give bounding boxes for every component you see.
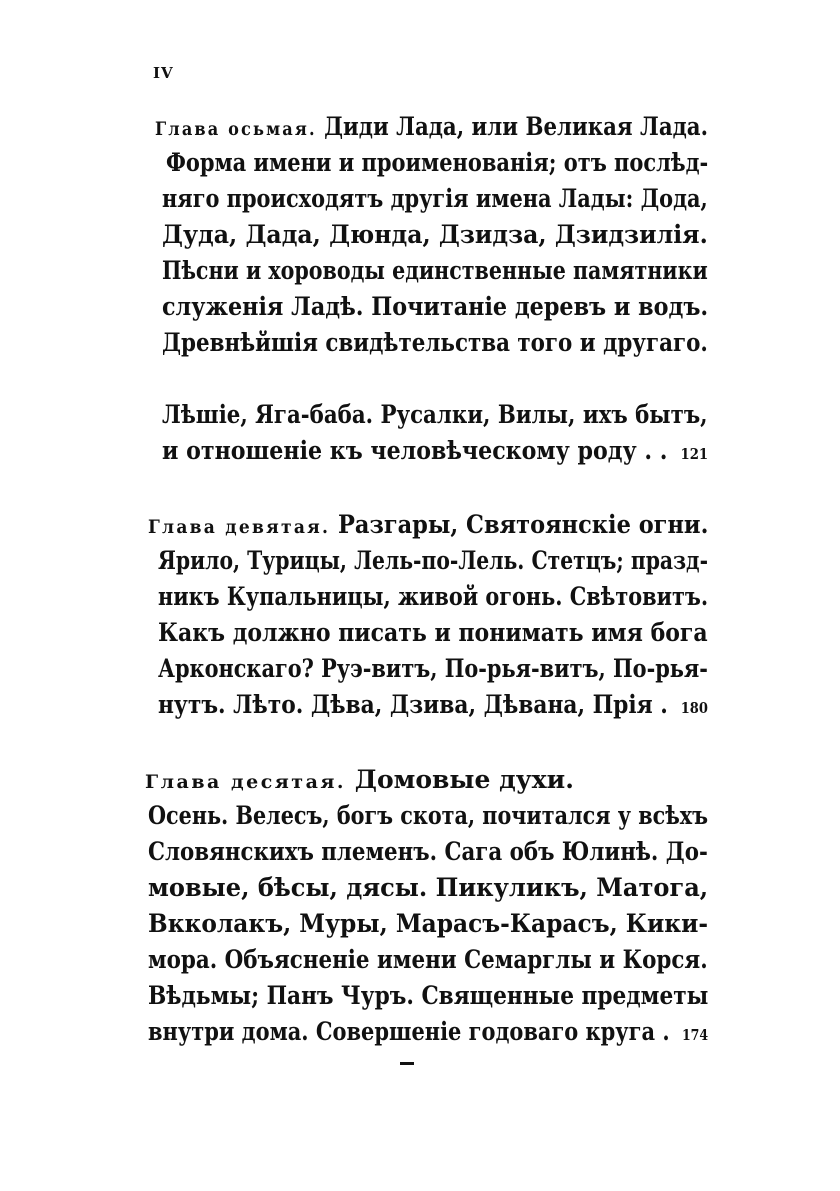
section-text-line: и отношеніе къ человѣческому роду . . [162,436,668,465]
section-text-line: Форма имени и проименованія; отъ послѣд- [166,148,709,177]
section-text-line: Пѣсни и хороводы единственные памятники [162,256,708,285]
section-text-line: Дуда, Дада, Дюнда, Дзидза, Дзидзилія. [162,220,708,249]
section-text-line: Вкколакъ, Муры, Марасъ-Карасъ, Кики- [148,909,709,938]
section-text-line: мора. Объясненіе имени Семарглы и Корся. [148,945,708,974]
toc-entry-line [148,1017,708,1050]
section-text-line: нутъ. Лѣто. Дѣва, Дзива, Дѣвана, Прія . [158,690,668,719]
section-text-line: мовые, бѣсы, дясы. Пикуликъ, Матога, [148,873,709,902]
section-text-line: Разгары, Святоянскіе огни. [338,510,709,539]
section-heading: Глава осьмая. [155,118,317,140]
section-9-line-1 [148,510,708,542]
section-text-line: Какъ должно писать и понимать имя бога [158,618,708,647]
section-text-line: внутри дома. Совершеніе годоваго круга . [148,1017,670,1046]
page-reference: 180 [680,699,708,717]
section-text-line: Лѣшіе, Яга-баба. Русалки, Вилы, ихъ бытъ, [162,400,708,429]
section-heading: Глава девятая. [148,516,331,538]
section-text-line: никъ Купальницы, живой огонь. Свѣтовитъ. [158,582,709,611]
footer-dash [400,1062,414,1065]
section-text-line: Диди Лада, или Великая Лада. [324,112,708,141]
page-number: IV [153,64,174,82]
toc-entry-line [162,436,708,469]
section-text-line: Домовые духи. [354,765,574,794]
section-text-line: Арконскаго? Руэ-витъ, По-рья-витъ, По-рья- [158,654,708,683]
section-text-line: Вѣдьмы; Панъ Чуръ. Священные предметы [148,981,709,1010]
section-text-line: няго происходятъ другія имена Лады: Дода, [162,184,708,213]
section-10-line-1 [145,765,574,797]
section-text-line: Осень. Велесъ, богъ скота, почитался у всѣхъ [148,801,709,830]
toc-entry-line [158,690,708,723]
section-8-line-1 [155,112,708,144]
section-text-line: Ярило, Турицы, Лель-по-Лель. Стетцъ; празд- [158,546,709,575]
section-text-line: Словянскихъ племенъ. Сага объ Юлинѣ. До- [148,837,708,866]
page-reference: 174 [681,1026,709,1044]
page-reference: 121 [680,445,709,463]
section-text-line: служенія Ладѣ. Почитаніе деревъ и водъ. [162,292,709,321]
section-text-line: Древнѣйшія свидѣтельства того и другаго. [162,328,708,357]
section-heading: Глава десятая. [145,771,347,793]
